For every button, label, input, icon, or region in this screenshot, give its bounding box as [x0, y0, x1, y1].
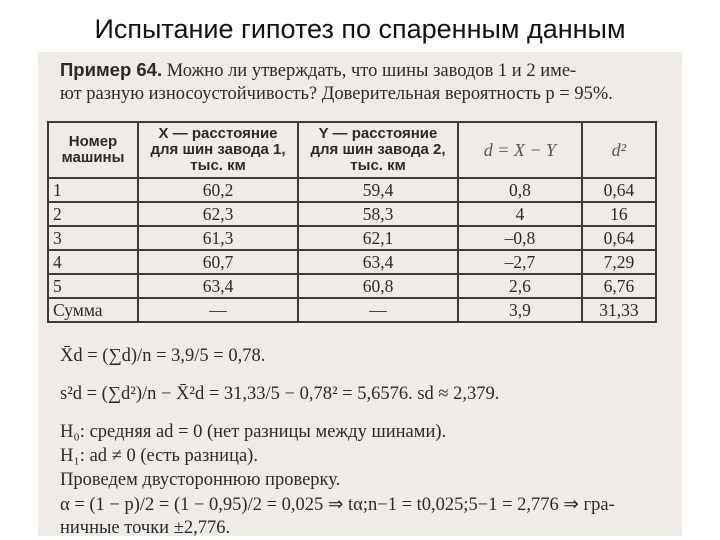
table-cell: 4 [458, 202, 582, 226]
table-cell: 59,4 [298, 178, 458, 202]
col-header-y: Y — расстояние для шин завода 2, тыс. км [298, 122, 458, 178]
calc-mean: X̄d = (∑d)/n = 3,9/5 = 0,78. [60, 346, 266, 366]
table-cell: 63,4 [298, 250, 458, 274]
table-cell: 60,8 [298, 274, 458, 298]
table-row [48, 250, 656, 274]
table-cell: 62,3 [138, 202, 298, 226]
table-cell: 2,6 [458, 274, 582, 298]
table-cell: — [138, 298, 298, 322]
table-cell: –0,8 [458, 226, 582, 250]
example-question-cont: ют разную износоустойчивость? Доверительная вероятность p = 95%. [60, 84, 613, 104]
col-header-x: X — расстояние для шин завода 1, тыс. км [138, 122, 298, 178]
calc-h1: H₁: ad ≠ 0 (есть разница). [60, 446, 258, 466]
table-cell: 1 [48, 178, 138, 202]
example-intro [60, 58, 680, 106]
table-cell: 4 [48, 250, 138, 274]
table-cell: 7,29 [582, 250, 656, 274]
table-cell: 3 [48, 226, 138, 250]
table-cell: 3,9 [458, 298, 582, 322]
table-cell: 60,7 [138, 250, 298, 274]
table-row [48, 178, 656, 202]
col-header-d2: d² [582, 122, 656, 178]
table-cell: 61,3 [138, 226, 298, 250]
paired-data-table [47, 121, 657, 323]
table-row [48, 226, 656, 250]
table-cell: 16 [582, 202, 656, 226]
table-cell: 62,1 [298, 226, 458, 250]
example-question: Можно ли утверждать, что шины заводов 1 и 2 име- [166, 61, 577, 81]
table-cell: 0,64 [582, 226, 656, 250]
col-header-d: d = X − Y [458, 122, 582, 178]
table-cell: 5 [48, 274, 138, 298]
col-header-car: Номер машины [48, 122, 138, 178]
table-cell: 0,64 [582, 178, 656, 202]
calc-alpha: α = (1 − p)/2 = (1 − 0,95)/2 = 0,025 ⇒ tα;n−1 = t0,025;5−1 = 2,776 ⇒ гра- [60, 495, 615, 515]
table-cell: 60,2 [138, 178, 298, 202]
table-cell: 6,76 [582, 274, 656, 298]
calc-critical-points: ничные точки ±2,776. [60, 518, 231, 538]
slide-title: Испытание гипотез по спаренным данным [94, 14, 626, 44]
table-cell: 31,33 [582, 298, 656, 322]
example-label: Пример 64. [60, 59, 163, 80]
table-row [48, 202, 656, 226]
table-cell: 2 [48, 202, 138, 226]
table-cell: 58,3 [298, 202, 458, 226]
table-row [48, 274, 656, 298]
table-row-sum [48, 298, 656, 322]
table-header-row [48, 122, 656, 178]
table-cell: 0,8 [458, 178, 582, 202]
table-cell: Сумма [48, 298, 138, 322]
calc-h0: H₀: средняя ad = 0 (нет разницы между шинами). [60, 422, 447, 442]
table-cell: 63,4 [138, 274, 298, 298]
calc-variance: s²d = (∑d²)/n − X̄²d = 31,33/5 − 0,78² = 5,6576. sd ≈ 2,379. [60, 384, 500, 404]
table-cell: –2,7 [458, 250, 582, 274]
table-cell: — [298, 298, 458, 322]
calc-two-sided: Проведем двустороннюю проверку. [60, 470, 341, 490]
